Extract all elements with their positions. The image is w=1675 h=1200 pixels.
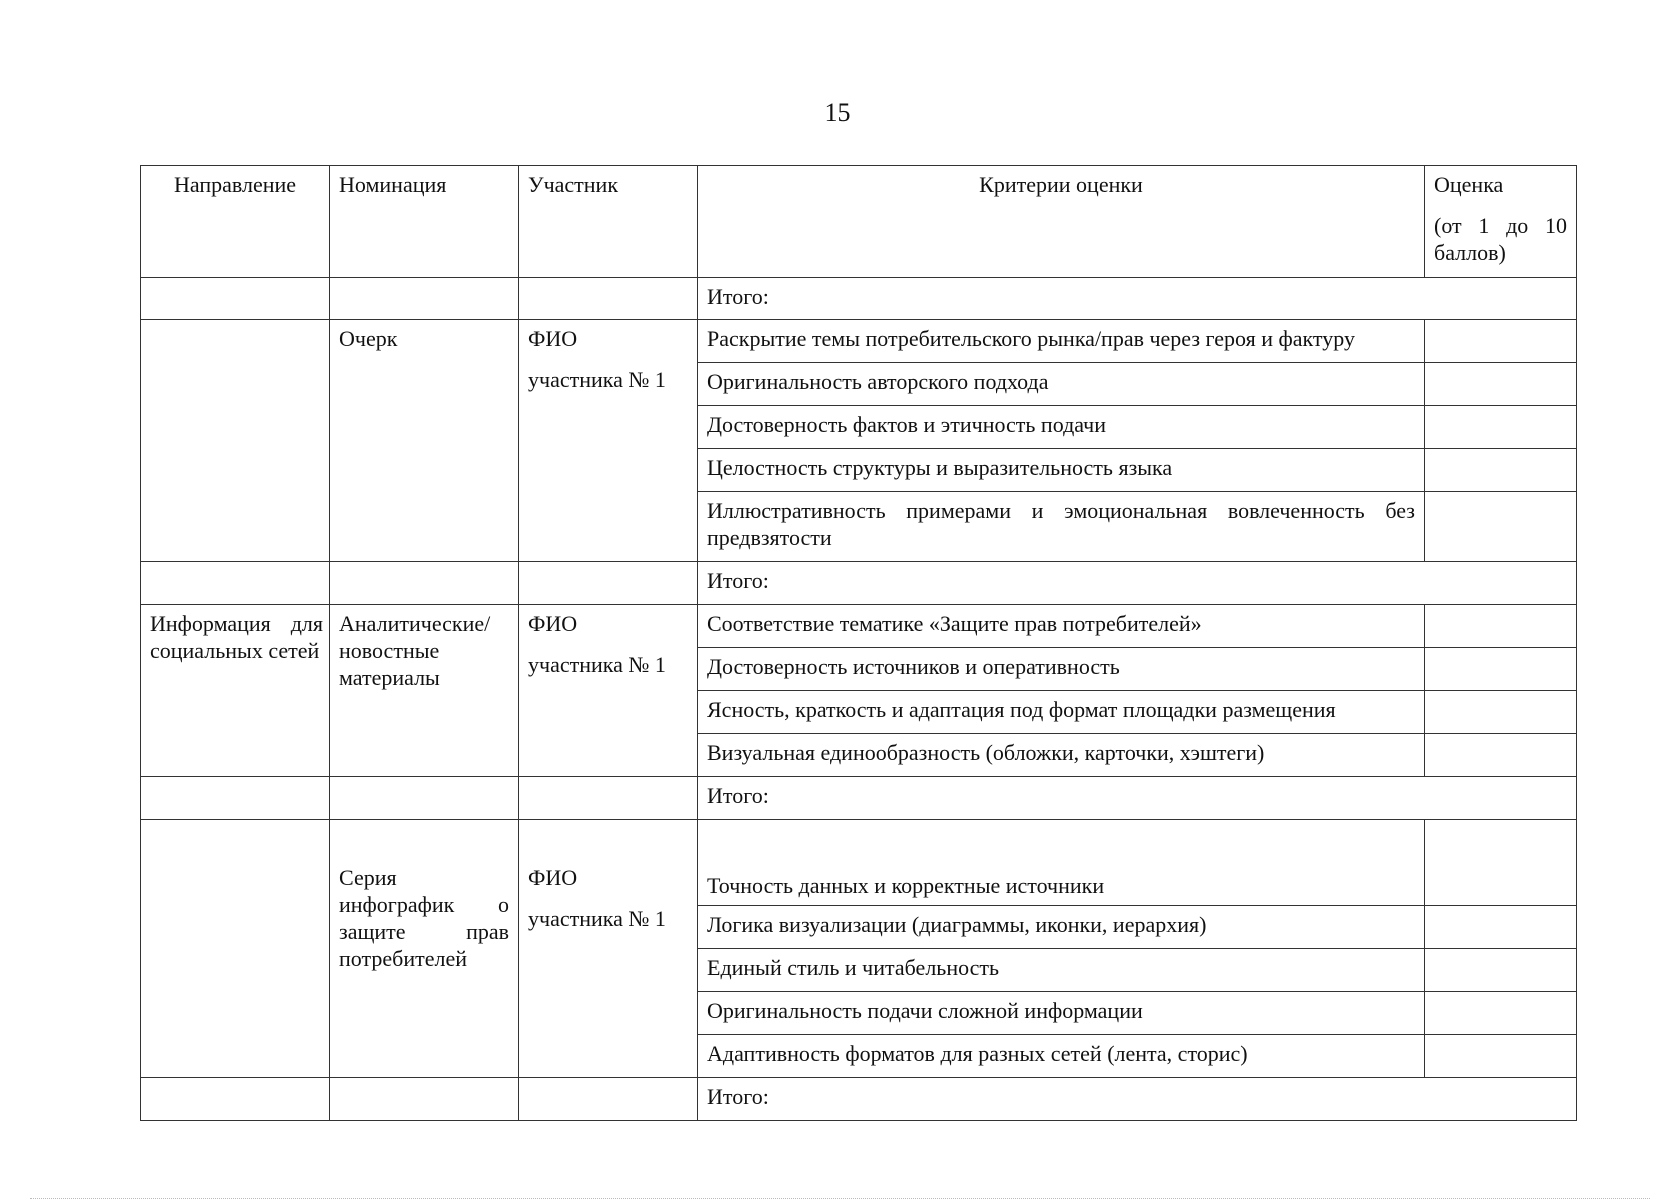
nomination-cell: Очерк xyxy=(330,320,519,562)
score-cell[interactable] xyxy=(1425,949,1577,992)
total-empty-cell xyxy=(141,562,330,605)
header-criteria: Критерии оценки xyxy=(698,166,1425,278)
score-cell[interactable] xyxy=(1425,734,1577,777)
nomination-cell: Аналитические/ новостные материалы xyxy=(330,605,519,777)
participant-name: ФИО xyxy=(528,326,578,351)
nomination-cell xyxy=(330,820,519,1078)
participant-number: участника № 1 xyxy=(528,652,666,677)
table-row xyxy=(141,820,1577,906)
table-row xyxy=(141,320,1577,363)
criterion-cell: Целостность структуры и выразительность языка xyxy=(698,449,1425,492)
score-cell[interactable] xyxy=(1425,648,1577,691)
scan-artifact-dots xyxy=(30,1198,1650,1199)
criterion-cell: Оригинальность подачи сложной информации xyxy=(698,992,1425,1035)
total-empty-cell xyxy=(330,1078,519,1121)
criterion-cell: Визуальная единообразность (обложки, карточки, хэштеги) xyxy=(698,734,1425,777)
score-cell[interactable] xyxy=(1425,992,1577,1035)
score-cell[interactable] xyxy=(1425,492,1577,562)
total-empty-cell xyxy=(330,562,519,605)
header-nomination: Номинация xyxy=(330,166,519,278)
criterion-cell: Достоверность источников и оперативность xyxy=(698,648,1425,691)
total-row xyxy=(141,777,1577,820)
table-header-row xyxy=(141,166,1577,278)
table-row xyxy=(141,605,1577,648)
participant-name: ФИО xyxy=(528,865,578,890)
total-empty-cell xyxy=(330,777,519,820)
score-cell[interactable] xyxy=(1425,320,1577,363)
total-label: Итого: xyxy=(698,1078,1577,1121)
score-cell[interactable] xyxy=(1425,906,1577,949)
participant-cell xyxy=(519,605,698,777)
score-cell[interactable] xyxy=(1425,605,1577,648)
evaluation-table xyxy=(140,165,1577,1121)
participant-name: ФИО xyxy=(528,611,578,636)
criterion-cell: Иллюстративность примерами и эмоциональная вовлеченность без предвзятости xyxy=(698,492,1425,562)
criterion-cell: Адаптивность форматов для разных сетей (лента, сторис) xyxy=(698,1035,1425,1078)
criterion-cell xyxy=(698,820,1425,906)
participant-number: участника № 1 xyxy=(528,367,666,392)
total-empty-cell xyxy=(519,1078,698,1121)
participant-cell xyxy=(519,820,698,1078)
header-direction: Направление xyxy=(141,166,330,278)
direction-cell: Информация для социальных сетей xyxy=(141,605,330,777)
criterion-cell: Ясность, краткость и адаптация под формат площадки размещения xyxy=(698,691,1425,734)
total-label: Итого: xyxy=(698,562,1577,605)
score-cell[interactable] xyxy=(1425,1035,1577,1078)
header-score-range: (от 1 до 10 баллов) xyxy=(1434,213,1567,265)
header-score-title: Оценка xyxy=(1434,172,1504,197)
total-empty-cell xyxy=(141,1078,330,1121)
nomination-text: Серия инфографик о защите прав потребителей xyxy=(339,865,509,971)
score-cell[interactable] xyxy=(1425,363,1577,406)
total-label: Итого: xyxy=(698,278,1577,320)
total-label: Итого: xyxy=(698,777,1577,820)
criterion-cell: Раскрытие темы потребительского рынка/прав через героя и фактуру xyxy=(698,320,1425,363)
score-cell[interactable] xyxy=(1425,449,1577,492)
criterion-cell: Единый стиль и читабельность xyxy=(698,949,1425,992)
criterion-text: Точность данных и корректные источники xyxy=(707,873,1105,898)
total-empty-cell xyxy=(519,562,698,605)
criterion-cell: Оригинальность авторского подхода xyxy=(698,363,1425,406)
score-cell[interactable] xyxy=(1425,406,1577,449)
participant-cell xyxy=(519,320,698,562)
participant-number: участника № 1 xyxy=(528,906,666,931)
page-number: 15 xyxy=(824,98,851,127)
criterion-cell: Логика визуализации (диаграммы, иконки, иерархия) xyxy=(698,906,1425,949)
total-row xyxy=(141,1078,1577,1121)
total-empty-cell xyxy=(519,777,698,820)
total-row xyxy=(141,278,1577,320)
total-empty-cell xyxy=(519,278,698,320)
score-cell[interactable] xyxy=(1425,691,1577,734)
total-row xyxy=(141,562,1577,605)
direction-cell xyxy=(141,820,330,1078)
total-empty-cell xyxy=(330,278,519,320)
criterion-cell: Соответствие тематике «Защите прав потребителей» xyxy=(698,605,1425,648)
header-participant: Участник xyxy=(519,166,698,278)
total-empty-cell xyxy=(141,278,330,320)
score-cell[interactable] xyxy=(1425,820,1577,906)
total-empty-cell xyxy=(141,777,330,820)
criterion-cell: Достоверность фактов и этичность подачи xyxy=(698,406,1425,449)
direction-cell xyxy=(141,320,330,562)
header-score xyxy=(1425,166,1577,278)
